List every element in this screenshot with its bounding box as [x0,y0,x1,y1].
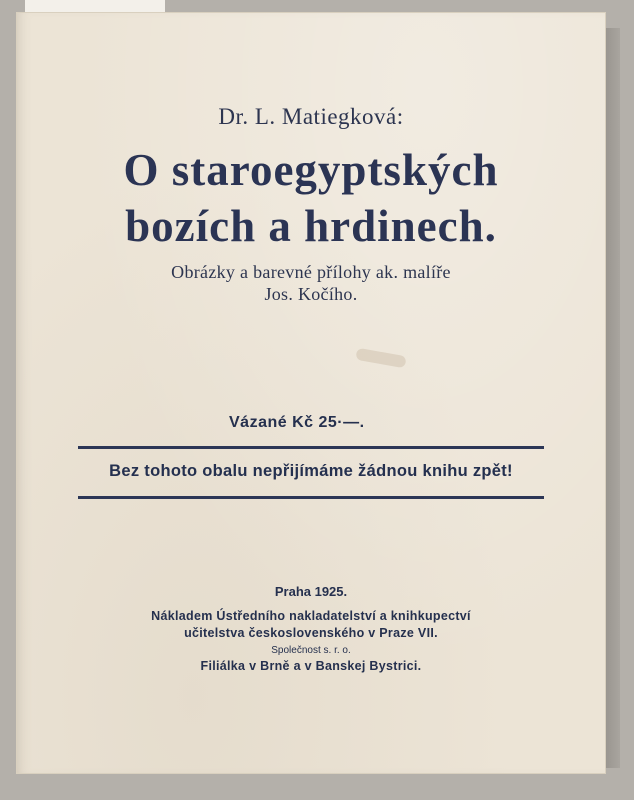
publisher-line-1: Nákladem Ústředního nakladatelství a knihkupectví [151,609,471,623]
subtitle-line-1: Obrázky a barevné přílohy ak. malíře [171,262,451,282]
book-cover [16,12,606,774]
publisher-city-year: Praha 1925. [274,584,348,599]
divider-top [78,446,544,449]
publisher-branches: Filiálka v Brně a v Banskej Bystrici. [200,659,422,673]
warning-notice: Bez tohoto obalu nepřijímáme žádnou knihu zpět! [109,462,513,480]
publisher-line-2: učitelstva československého v Praze VII. [184,626,438,640]
paper-stain [355,348,406,369]
author-name: Dr. L. Matiegková: [218,104,404,129]
publisher-company: Společnost s. r. o. [271,645,351,656]
subtitle-line-2: Jos. Kočího. [264,284,358,304]
divider-bottom [78,496,544,499]
price-label: Vázané Kč 25·—. [229,414,365,431]
title-line-2: bozích a hrdinech. [125,201,497,251]
title-line-1: O staroegyptských [123,145,499,195]
